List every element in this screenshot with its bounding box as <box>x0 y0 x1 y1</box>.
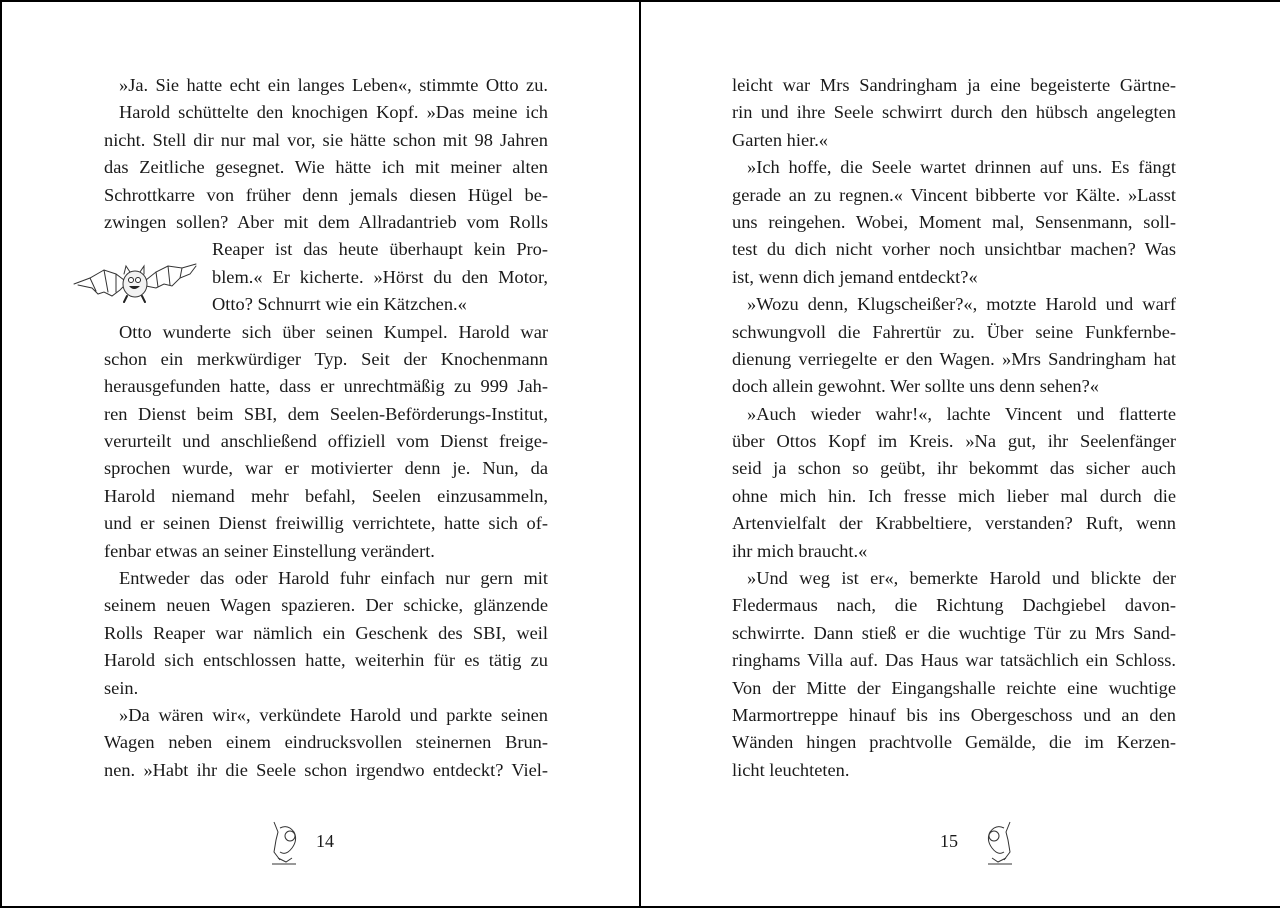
text-line: ist, wenn dich jemand entdeckt?« <box>732 266 978 287</box>
text-line: Marmortreppe hinauf bis ins Obergeschoss und an den <box>732 704 1176 725</box>
text-line: »Ja. Sie hatte echt ein langes Leben«, stimmte Otto zu. <box>119 75 548 95</box>
bat-illustration-icon <box>72 258 198 308</box>
text-line: ohne mich hin. Ich fresse mich lieber mal durch die <box>732 485 1176 506</box>
text-line: Otto? Schnurrt wie ein Kätzchen.« <box>212 294 467 315</box>
text-line: ringhams Villa auf. Das Haus war tatsächlich ein Schloss. <box>732 650 1176 671</box>
page-number: 15 <box>940 831 958 851</box>
text-line: Wänden hingen prachtvolle Gemälde, die im Kerzen- <box>732 732 1176 753</box>
text-line: schwirrte. Dann stieß er die wuchtige Tür zu Mrs Sand- <box>732 622 1176 643</box>
text-line: Fledermaus nach, die Richtung Dachgiebel davon- <box>732 595 1176 616</box>
text-line: seinem neuen Wagen spazieren. Der schicke, glänzende <box>104 595 548 616</box>
text-line: fenbar etwas an seiner Einstellung verändert. <box>104 540 435 561</box>
text-line: Schrottkarre von früher denn jemals diesen Hügel be- <box>104 184 548 205</box>
page-gutter-divider <box>639 0 641 908</box>
text-line: Otto wunderte sich über seinen Kumpel. Harold war <box>119 321 548 342</box>
text-line: uns reingehen. Wobei, Moment mal, Sensenmann, soll- <box>732 211 1176 232</box>
text-line: »Ich hoffe, die Seele wartet drinnen auf uns. Es fängt <box>747 157 1176 178</box>
reaper-vignette-icon <box>266 818 306 866</box>
text-line: über Ottos Kopf im Kreis. »Na gut, ihr Seelenfänger <box>732 431 1176 452</box>
text-line: rin und ihre Seele schwirrt durch den hübsch angelegten <box>732 102 1176 123</box>
reaper-vignette-icon <box>978 818 1018 866</box>
text-line: licht leuchteten. <box>732 759 850 780</box>
text-line: »Da wären wir«, verkündete Harold und parkte seinen <box>119 704 548 725</box>
text-line: Harold sich entschlossen hatte, weiterhin für es tätig zu <box>104 650 548 671</box>
text-line: Rolls Reaper war nämlich ein Geschenk des SBI, weil <box>104 622 548 643</box>
text-line: sprochen wurde, war er motivierter denn je. Nun, da <box>104 458 548 479</box>
text-line: leicht war Mrs Sandringham ja eine begeisterte Gärtne- <box>732 75 1176 95</box>
text-line: Wagen neben einem eindrucksvollen steinernen Brun- <box>104 732 548 753</box>
text-line: blem.« Er kicherte. »Hörst du den Motor, <box>212 266 548 287</box>
text-line: »Und weg ist er«, bemerkte Harold und blickte der <box>747 568 1176 589</box>
text-line: schon ein merkwürdiger Typ. Seit der Knochenmann <box>104 348 548 369</box>
text-line: ren Dienst beim SBI, dem Seelen-Beförderungs-Institut, <box>104 403 548 424</box>
text-line: Harold niemand mehr befahl, Seelen einzusammeln, <box>104 485 548 506</box>
text-line: nicht. Stell dir nur mal vor, sie hätte schon mit 98 Jahren <box>104 129 548 150</box>
text-line: herausgefunden hatte, dass er unrechtmäßig zu 999 Jah- <box>104 376 548 397</box>
text-line: gerade an zu regnen.« Vincent bibberte vor Kälte. »Lasst <box>732 184 1176 205</box>
text-line: das Zeitliche gesegnet. Wie hätte ich mit meiner alten <box>104 157 548 178</box>
right-page <box>732 72 1176 784</box>
text-line: Entweder das oder Harold fuhr einfach nur gern mit <box>119 568 548 589</box>
text-line: dienung verriegelte er den Wagen. »Mrs Sandringham hat <box>732 348 1176 369</box>
text-line: schwungvoll die Fahrertür zu. Über seine Funkfernbe- <box>732 321 1176 342</box>
text-line: und er seinen Dienst freiwillig verrichtete, hatte sich of- <box>104 513 548 534</box>
page-number: 14 <box>316 831 334 851</box>
text-line: Reaper ist das heute überhaupt kein Pro- <box>212 239 548 260</box>
text-line: nen. »Habt ihr die Seele schon irgendwo entdeckt? Viel- <box>104 759 548 780</box>
text-line: verurteilt und anschließend offiziell vom Dienst freige- <box>104 431 548 452</box>
text-line: zwingen sollen? Aber mit dem Allradantrieb vom Rolls <box>104 211 548 232</box>
text-line: test du dich nicht vorher noch unsichtbar machen? Was <box>732 239 1176 260</box>
text-line: ihr mich braucht.« <box>732 540 868 561</box>
text-line: Von der Mitte der Eingangshalle reichte eine wuchtige <box>732 677 1176 698</box>
text-line: Garten hier.« <box>732 129 829 150</box>
text-line: »Wozu denn, Klugscheißer?«, motzte Harold und warf <box>747 294 1176 315</box>
text-line: Harold schüttelte den knochigen Kopf. »Das meine ich <box>119 102 548 123</box>
text-line: »Auch wieder wahr!«, lachte Vincent und flatterte <box>747 403 1176 424</box>
left-page <box>104 72 548 784</box>
text-line: Artenvielfalt der Krabbeltiere, verstanden? Ruft, wenn <box>732 513 1176 534</box>
text-line: doch allein gewohnt. Wer sollte uns denn sehen?« <box>732 376 1099 397</box>
text-line: sein. <box>104 677 139 698</box>
text-line: seid ja schon so geübt, ihr bekommt das sicher auch <box>732 458 1176 479</box>
